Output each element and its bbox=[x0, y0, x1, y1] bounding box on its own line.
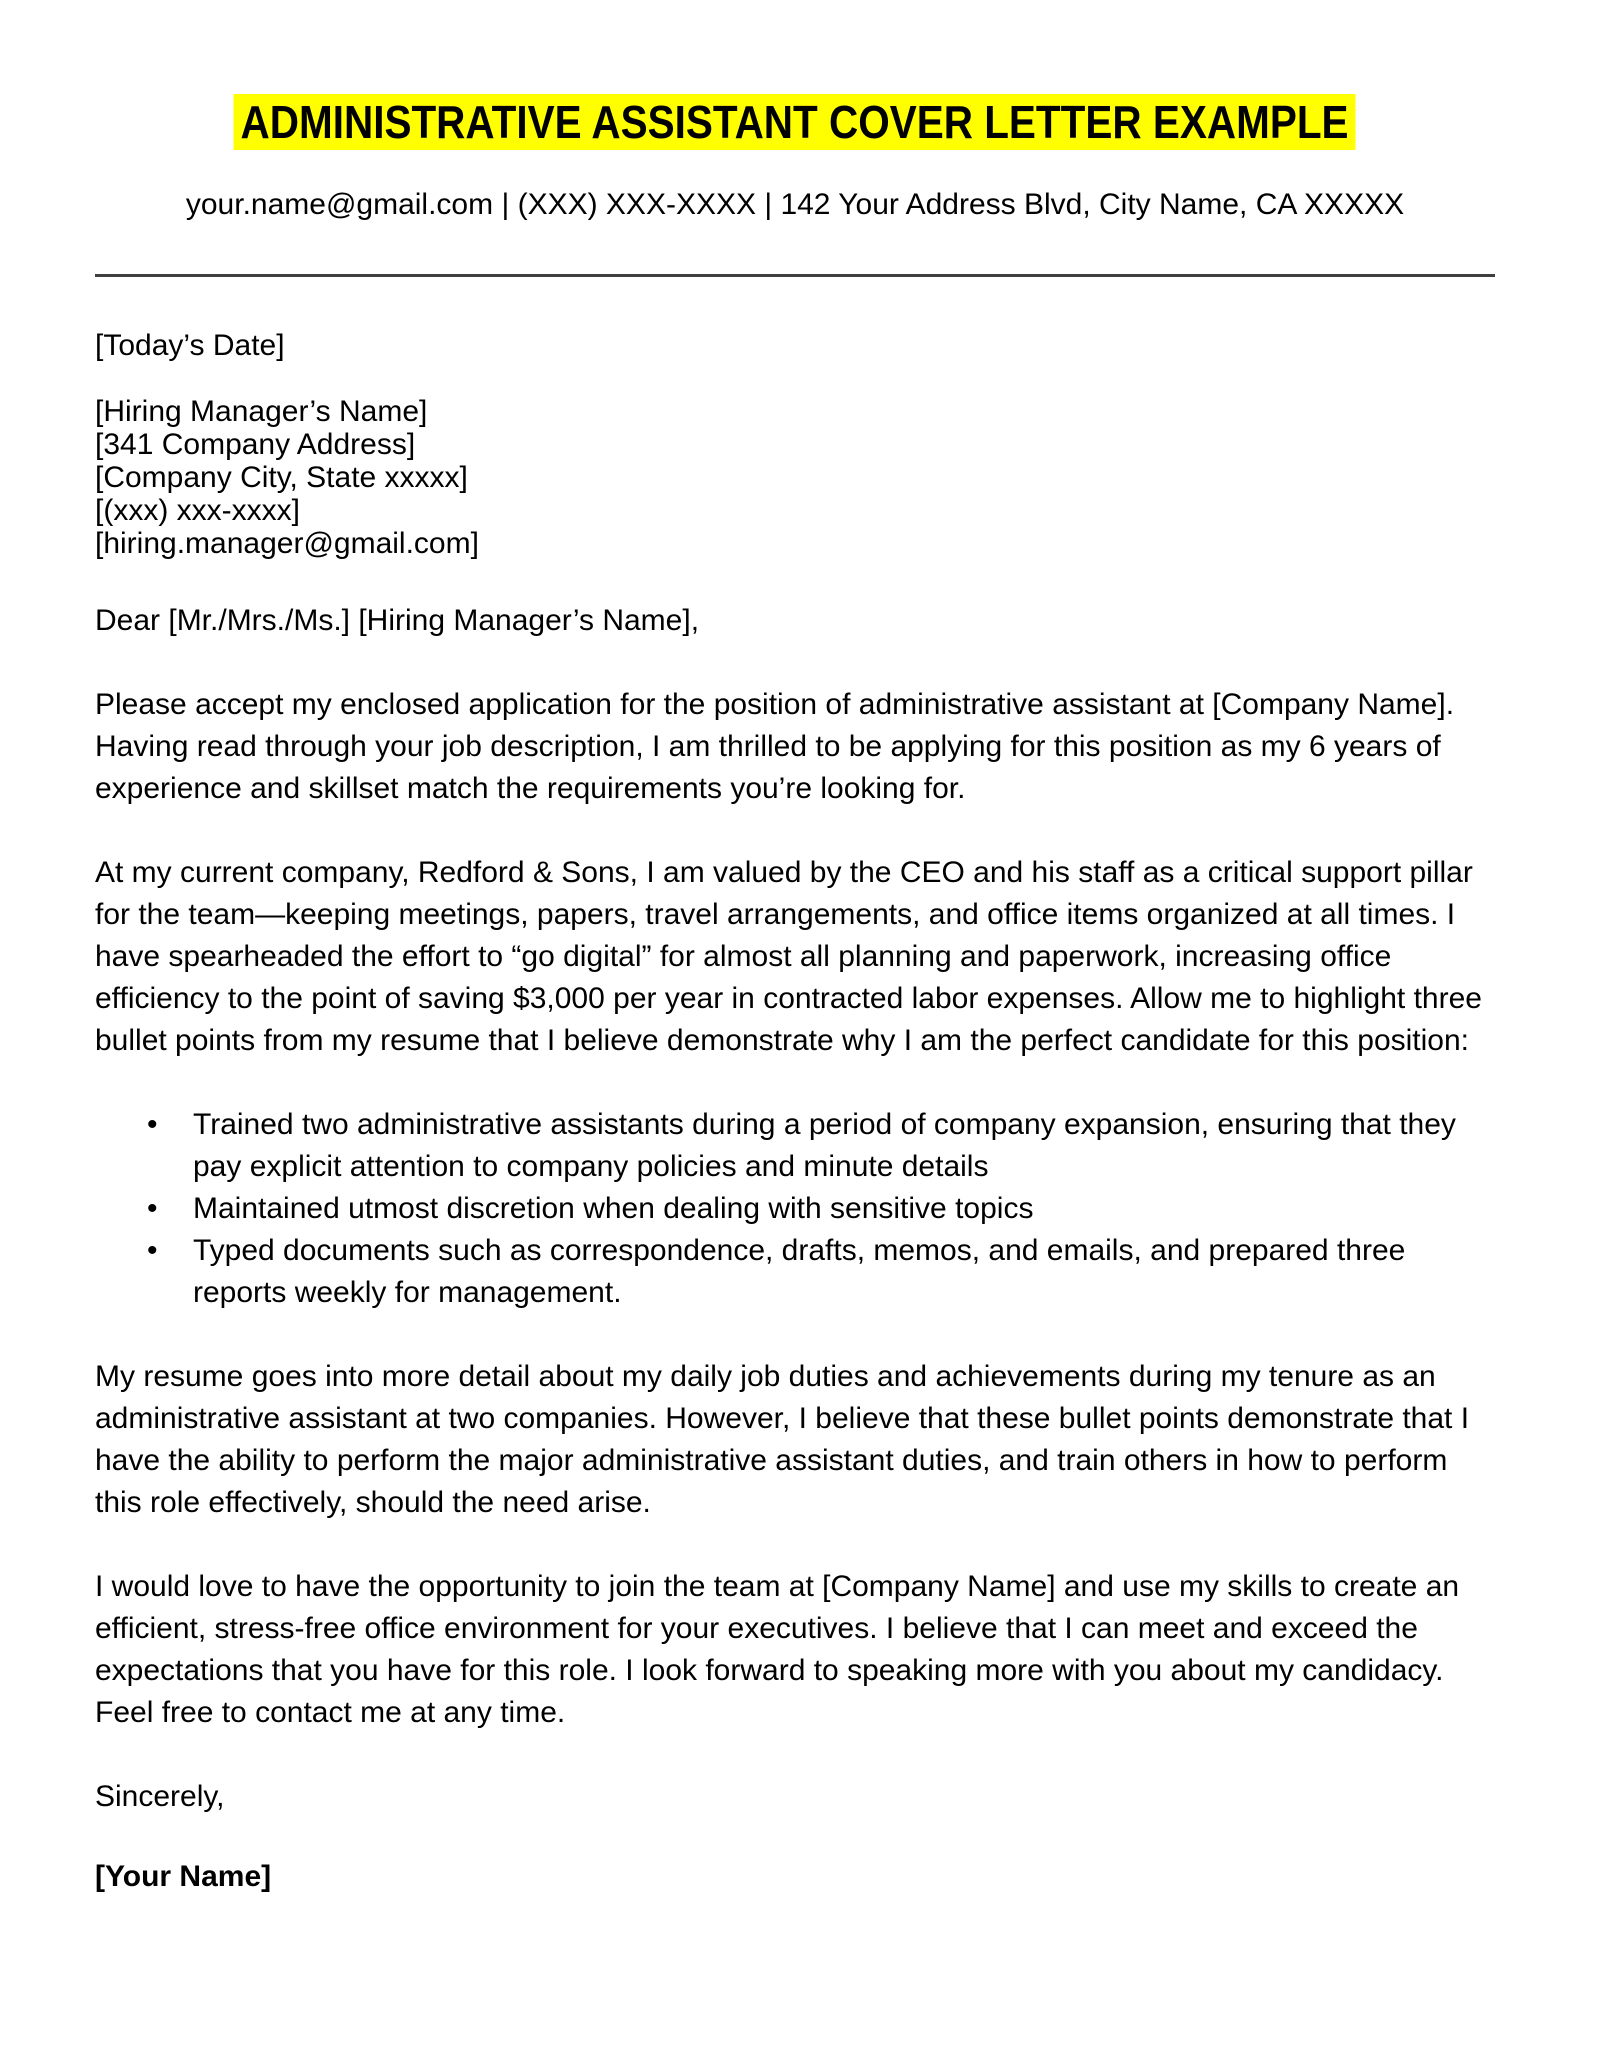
body-paragraph: I would love to have the opportunity to join the team at [Company Name] and use my skills to create an efficient, stress-free office environment for your executives. I believe that I can meet and exceed the expectations that you have for this role. I look forward to speaking more with you about my candidacy. Feel free to contact me at any time. bbox=[95, 1570, 1460, 1729]
contact-line: your.name@gmail.com | (XXX) XXX-XXXX | 142 Your Address Blvd, City Name, CA XXXXX bbox=[185, 188, 1405, 221]
header-divider bbox=[95, 274, 1495, 277]
page-title bbox=[95, 94, 1495, 150]
bullet-item bbox=[95, 1104, 1495, 1188]
body-paragraph: At my current company, Redford & Sons, I am valued by the CEO and his staff as a critical support pillar for the team—keeping meetings, papers, travel arrangements, and office items organized at all times. I have spearheaded the effort to “go digital” for almost all planning and paperwork, increasing office efficiency to the point of saving $3,000 per year in contracted labor expenses. Allow me to highlight three bullet points from my resume that I believe demonstrate why I am the perfect candidate for this position: bbox=[95, 856, 1482, 1057]
bullet-text: Trained two administrative assistants during a period of company expansion, ensuring that they pay explicit attention to company policies and minute details bbox=[193, 1108, 1456, 1183]
title-highlight: ADMINISTRATIVE ASSISTANT COVER LETTER EXAMPLE bbox=[234, 94, 1356, 150]
recipient-line: [hiring.manager@gmail.com] bbox=[95, 527, 479, 560]
bullet-text: Maintained utmost discretion when dealing with sensitive topics bbox=[193, 1192, 1034, 1225]
recipient-line: [(xxx) xxx-xxxx] bbox=[95, 494, 300, 527]
salutation: Dear [Mr./Mrs./Ms.] [Hiring Manager’s Name], bbox=[95, 604, 700, 637]
bullet-item bbox=[95, 1230, 1495, 1314]
closing: Sincerely, bbox=[95, 1780, 225, 1813]
recipient-line: [Hiring Manager’s Name] bbox=[95, 395, 428, 428]
body-paragraph: My resume goes into more detail about my daily job duties and achievements during my tenure as an administrative assistant at two companies. However, I believe that these bullet points demonstrate that I have the ability to perform the major administrative assistant duties, and train others in how to perform this role effectively, should the need arise. bbox=[95, 1360, 1470, 1519]
recipient-line: [Company City, State xxxxx] bbox=[95, 461, 468, 494]
body-paragraph: Please accept my enclosed application for the position of administrative assistant at [Company Name]. Having read through your job description, I am thrilled to be applying for this position as my 6 years of experience and skillset match the requirements you’re looking for. bbox=[95, 688, 1455, 805]
recipient-line: [341 Company Address] bbox=[95, 428, 416, 461]
date-line: [Today’s Date] bbox=[95, 329, 285, 362]
bullet-text: Typed documents such as correspondence, drafts, memos, and emails, and prepared three reports weekly for management. bbox=[193, 1234, 1406, 1309]
signature-name: [Your Name] bbox=[95, 1860, 272, 1893]
recipient-block bbox=[95, 395, 1495, 560]
highlights-list bbox=[95, 1104, 1495, 1314]
bullet-item bbox=[95, 1188, 1495, 1230]
